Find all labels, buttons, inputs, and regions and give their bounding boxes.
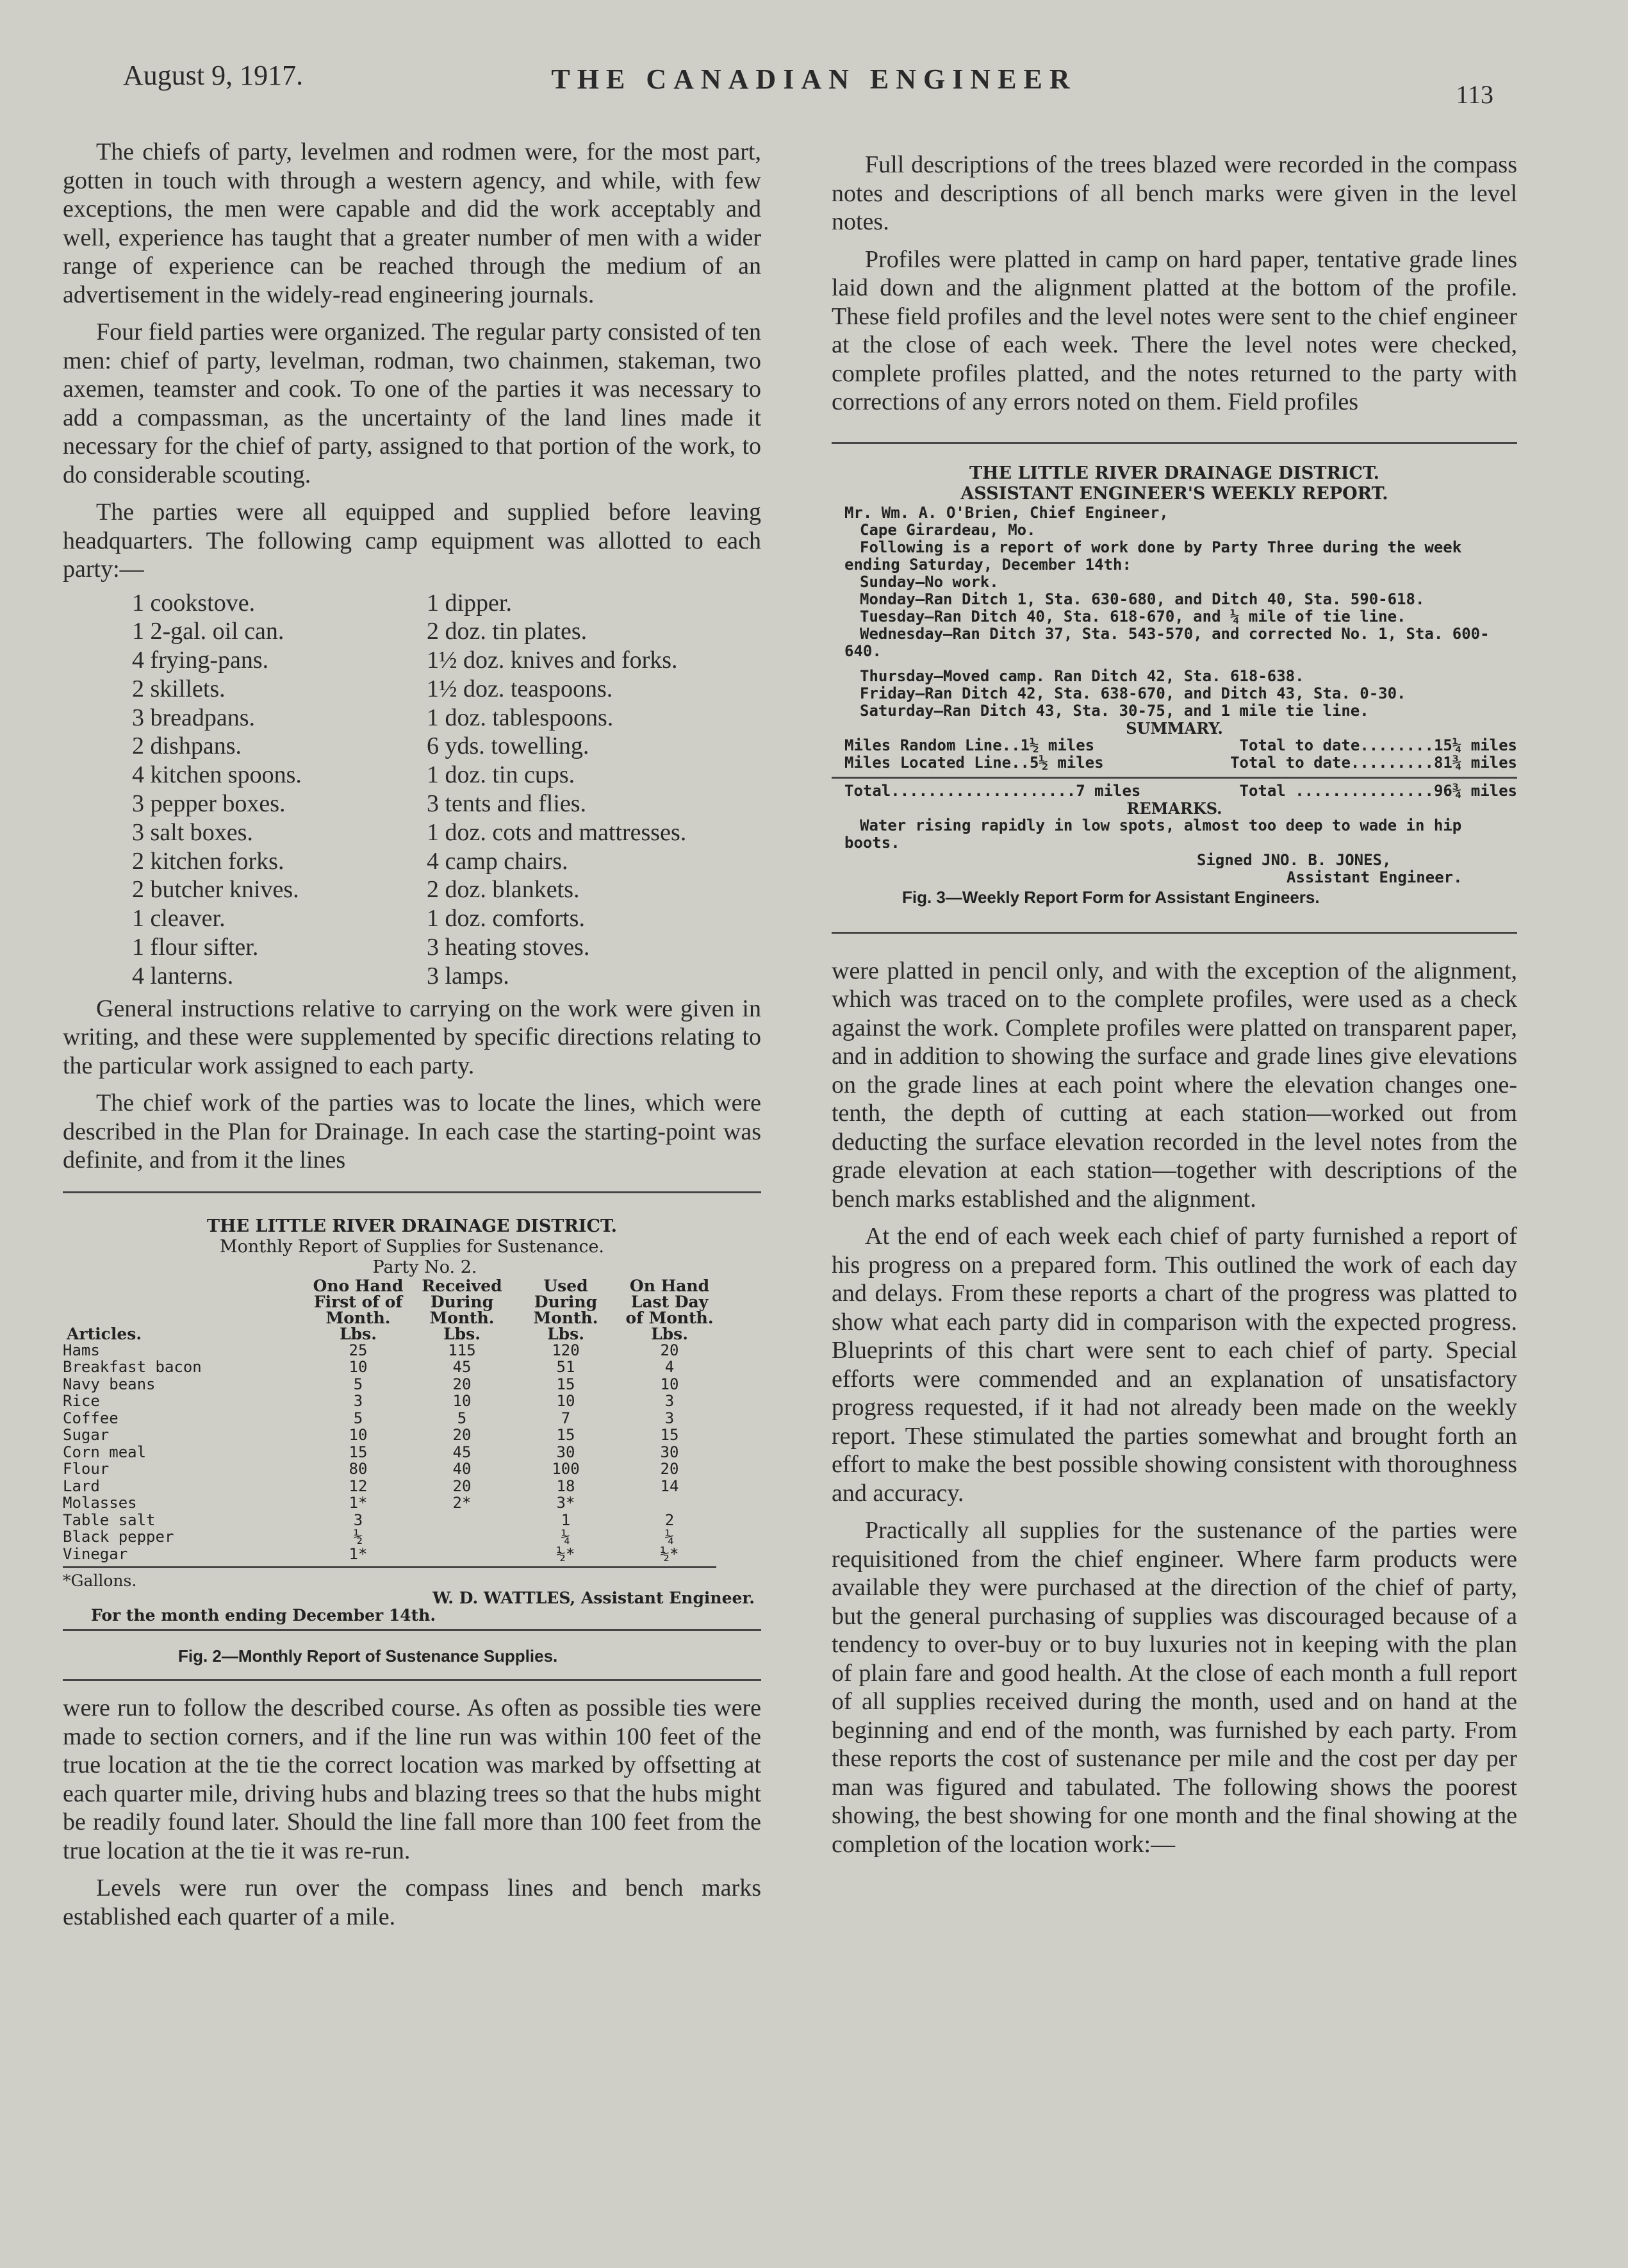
cell: 30 (660, 1443, 679, 1461)
cell: 20 (452, 1426, 472, 1444)
cell: 1* (349, 1544, 368, 1563)
figure-2 (63, 1216, 761, 1682)
table-row (63, 1512, 721, 1529)
signature: Signed JNO. B. JONES, (1197, 850, 1392, 869)
divider (63, 1679, 761, 1681)
journal-title: THE CANADIAN ENGINEER (551, 63, 1077, 95)
equipment-item: 2 dishpans. (132, 733, 242, 760)
equipment-item: 4 camp chairs. (427, 847, 568, 875)
article: Hams (63, 1341, 100, 1359)
figure-3 (832, 463, 1517, 906)
left-column (63, 138, 761, 1940)
cell (410, 1546, 514, 1563)
equipment-list (132, 589, 761, 991)
cell: 4 (664, 1358, 675, 1377)
equipment-item: 2 skillets. (132, 675, 226, 702)
divider (63, 1629, 761, 1631)
cell: 20 (452, 1477, 472, 1495)
table-row (63, 1359, 721, 1376)
cell: 15 (660, 1426, 679, 1444)
right-column (832, 151, 1517, 1867)
summary-cell: Total ...............96¾ miles (1239, 781, 1517, 800)
col-on-hand-last: On Hand Last Day of Month. Lbs. (625, 1276, 714, 1343)
cell: 20 (660, 1460, 679, 1478)
table-row (63, 1478, 721, 1495)
equipment-item: 1 doz. cots and mattresses. (427, 818, 687, 846)
summary-heading: SUMMARY. (1126, 718, 1223, 738)
summary-cell: Total to date........15¼ miles (1239, 736, 1517, 754)
cell: ¼ (664, 1528, 675, 1546)
table-row (63, 1376, 721, 1393)
equipment-item: 3 lamps. (427, 962, 509, 989)
cell: 25 (349, 1341, 368, 1359)
cell: 20 (660, 1341, 679, 1359)
table-row (63, 1546, 721, 1563)
equipment-item: 4 lanterns. (132, 962, 234, 989)
table-row (63, 1427, 721, 1444)
col-on-hand-first: Ono Hand First of of Month. Lbs. (313, 1276, 404, 1343)
equipment-item: 2 doz. blankets. (427, 876, 580, 904)
summary-cell: Total to date.........81¾ miles (1230, 753, 1517, 772)
sustenance-table (63, 1278, 721, 1563)
cell: 3 (664, 1392, 675, 1411)
day-entry: Friday—Ran Ditch 42, Sta. 638-670, and Ditch 43, Sta. 0-30. (860, 684, 1406, 702)
paragraph: Profiles were platted in camp on hard paper, tentative grade lines laid down and the alignment platted at the bottom of the profile. These field profiles and the level notes were sent to the chief engineer at the close of each week. There the level notes were checked, complete profiles platted, and the notes returned to the party with corrections of any errors noted on them. Field profiles (832, 245, 1517, 415)
article: Coffee (63, 1409, 119, 1427)
paragraph: Four field parties were organized. The regular party consisted of ten men: chief of party, levelman, rodman, two chainmen, stakeman, two axemen, teamster and cook. To one of the parties it was necessary to add a compassman, as the uncertainty of the land lines made it necessary for the chief of party, assigned to that portion of the work, to do considerable scouting. (63, 319, 761, 488)
cell: 12 (349, 1477, 368, 1495)
cell: 7 (561, 1409, 571, 1427)
addressee-city: Cape Girardeau, Mo. (860, 520, 1036, 539)
cell: 120 (552, 1341, 580, 1359)
signature: W. D. WATTLES, Assistant Engineer. (432, 1589, 755, 1608)
cell (618, 1494, 721, 1512)
cell: ½ (353, 1528, 363, 1546)
remarks-heading: REMARKS. (1126, 799, 1222, 818)
col-used: Used During Month. Lbs. (533, 1276, 598, 1343)
page-number: 113 (1456, 80, 1493, 109)
article: Flour (63, 1460, 110, 1478)
equipment-item: 1 2-gal. oil can. (132, 618, 284, 645)
cell: 51 (556, 1358, 575, 1377)
cell: 115 (448, 1341, 476, 1359)
cell: 10 (349, 1426, 368, 1444)
equipment-item: 1½ doz. knives and forks. (427, 647, 678, 674)
table-row (63, 1393, 721, 1410)
table-row (63, 1410, 721, 1427)
cell: 2 (664, 1511, 675, 1529)
cell: 5 (353, 1409, 363, 1427)
article: Breakfast bacon (63, 1358, 202, 1377)
cell: 3 (664, 1409, 675, 1427)
equipment-item: 1 doz. comforts. (427, 905, 585, 932)
equipment-item: 3 breadpans. (132, 704, 256, 731)
cell: 45 (452, 1358, 472, 1377)
table-row (63, 1461, 721, 1478)
cell (410, 1512, 514, 1529)
day-entry: Tuesday—Ran Ditch 40, Sta. 618-670, and ¼ mile of tie line. (860, 607, 1406, 625)
article: Table salt (63, 1511, 156, 1529)
summary-row (844, 754, 1517, 772)
report-intro: Following is a report of work done by Party Three during the week ending Saturday, December 14th: (844, 538, 1462, 574)
cell: 15 (349, 1443, 368, 1461)
paragraph: The parties were all equipped and supplied before leaving headquarters. The following camp equipment was allotted to each party:— (63, 499, 761, 583)
summary-cell: Total....................7 miles (844, 781, 1141, 800)
equipment-item: 1½ doz. teaspoons. (427, 675, 613, 702)
cell: 45 (452, 1443, 472, 1461)
report-period: For the month ending December 14th. (91, 1606, 436, 1625)
cell: 5 (353, 1375, 363, 1393)
equipment-item: 3 pepper boxes. (132, 790, 286, 818)
col-received: Received During Month. Lbs. (422, 1276, 502, 1343)
cell: 14 (660, 1477, 679, 1495)
signature-role: Assistant Engineer. (1287, 868, 1463, 886)
table-row (63, 1528, 721, 1546)
equipment-item: 4 frying-pans. (132, 647, 269, 674)
cell: 3 (353, 1392, 363, 1411)
day-entry: Saturday—Ran Ditch 43, Sta. 30-75, and 1 mile tie line. (860, 701, 1369, 720)
cell: ½* (556, 1544, 575, 1563)
issue-date: August 9, 1917. (123, 60, 304, 91)
paragraph: At the end of each week each chief of party furnished a report of his progress on a prepared form. This outlined the work of each day and delays. From these reports a chart of the progress was platted to show what each party did in comparison with the expected progress. Blueprints of this chart were sent to each chief of party. Special efforts were commended and an explanation of unsatisfactory progress requested, if it had not already been made on the weekly report. These stimulated the parties somewhat and brought forth an effort to make the best possible showing consistent with thoroughness and accuracy. (832, 1223, 1517, 1507)
equipment-item: 1 flour sifter. (132, 934, 259, 961)
cell: 30 (556, 1443, 575, 1461)
footnote: *Gallons. (63, 1571, 137, 1591)
cell: 15 (556, 1375, 575, 1393)
cell: 40 (452, 1460, 472, 1478)
article: Black pepper (63, 1528, 174, 1546)
article: Vinegar (63, 1544, 128, 1563)
table-row (63, 1444, 721, 1461)
article: Corn meal (63, 1443, 147, 1461)
addressee: Mr. Wm. A. O'Brien, Chief Engineer, (844, 503, 1169, 522)
figure-subtitle: Monthly Report of Supplies for Sustenance. (219, 1236, 605, 1257)
cell: 5 (457, 1409, 467, 1427)
divider (63, 1191, 761, 1193)
article: Molasses (63, 1494, 137, 1512)
cell: 10 (452, 1392, 472, 1411)
equipment-item: 3 salt boxes. (132, 818, 253, 846)
article: Sugar (63, 1426, 110, 1444)
figure-subtitle: ASSISTANT ENGINEER'S WEEKLY REPORT. (960, 483, 1388, 504)
paragraph: Levels were run over the compass lines and bench marks established each quarter of a mile. (63, 1875, 761, 1930)
cell (410, 1528, 514, 1546)
equipment-item: 1 doz. tin cups. (427, 761, 575, 789)
cell: 2* (452, 1494, 472, 1512)
cell: ¼ (561, 1528, 571, 1546)
figure-title: THE LITTLE RIVER DRAINAGE DISTRICT. (969, 463, 1380, 483)
paragraph: Full descriptions of the trees blazed were recorded in the compass notes and descriptions of all bench marks were given in the level notes. (832, 151, 1517, 235)
table-rule (63, 1566, 716, 1568)
figure-title: THE LITTLE RIVER DRAINAGE DISTRICT. (206, 1216, 618, 1236)
summary-row (844, 737, 1517, 754)
cell: 1 (561, 1511, 571, 1529)
col-articles: Articles. (67, 1324, 142, 1343)
cell: 10 (349, 1358, 368, 1377)
divider (832, 932, 1517, 934)
table-row (63, 1342, 721, 1359)
cell: 1* (349, 1494, 368, 1512)
article: Navy beans (63, 1375, 156, 1393)
summary-row (844, 782, 1517, 800)
day-entry: Wednesday—Ran Ditch 37, Sta. 543-570, and corrected No. 1, Sta. 600-640. (844, 624, 1490, 660)
equipment-item: 3 tents and flies. (427, 790, 587, 818)
day-entry: Monday—Ran Ditch 1, Sta. 630-680, and Ditch 40, Sta. 590-618. (860, 590, 1425, 608)
paragraph: The chief work of the parties was to locate the lines, which were described in the Plan for Drainage. In each case the starting-point was definite, and from it the lines (63, 1089, 761, 1174)
equipment-item: 2 doz. tin plates. (427, 618, 588, 645)
figure-caption: Fig. 3—Weekly Report Form for Assistant Engineers. (902, 887, 1320, 907)
equipment-item: 2 butcher knives. (132, 876, 299, 904)
cell: 18 (556, 1477, 575, 1495)
cell: 20 (452, 1375, 472, 1393)
summary-cell: Miles Located Line..5½ miles (844, 753, 1104, 772)
equipment-item: 6 yds. towelling. (427, 733, 589, 760)
divider (832, 442, 1517, 444)
cell: 100 (552, 1460, 580, 1478)
equipment-item: 4 kitchen spoons. (132, 761, 302, 789)
equipment-item: 2 kitchen forks. (132, 847, 284, 875)
paragraph: Practically all supplies for the sustenance of the parties were requisitioned from the chief engineer. Where farm products were available they were purchased at the direction of the chief of party, but the general purchasing of supplies was discouraged because of a tendency to over-buy or to buy luxuries not in keeping with the plan of plain fare and good health. At the close of each month a full report of all supplies received during the month, used and on hand at the beginning and end of the month, was furnished by each party. From these reports the cost of sustenance per mile and the cost per day per man was figured and tabulated. The following shows the poorest showing, the best showing for one month and the final showing at the completion of the location work:— (832, 1517, 1517, 1858)
paragraph: The chiefs of party, levelmen and rodmen were, for the most part, gotten in touch with through a western agency, and while, with few exceptions, the men were capable and did the work acceptably and well, experience has taught that a greater number of men with a wider range of experience can be reached through the medium of an advertisement in the widely-read engineering journals. (63, 138, 761, 308)
table-header-row (63, 1278, 721, 1342)
equipment-item: 1 doz. tablespoons. (427, 704, 614, 731)
article: Lard (63, 1477, 100, 1495)
table-row (63, 1494, 721, 1512)
cell: 3* (556, 1494, 575, 1512)
running-header (0, 59, 1628, 109)
cell: ½* (660, 1544, 679, 1563)
paragraph: General instructions relative to carrying on the work were given in writing, and these were supplemented by specific directions relating to the particular work assigned to each party. (63, 995, 761, 1079)
day-entry: Sunday—No work. (860, 572, 999, 591)
figure-caption: Fig. 2—Monthly Report of Sustenance Supplies. (178, 1646, 558, 1666)
cell: 15 (556, 1426, 575, 1444)
equipment-item: 3 heating stoves. (427, 934, 590, 961)
equipment-item: 1 cleaver. (132, 905, 226, 932)
paragraph: were platted in pencil only, and with the exception of the alignment, which was traced on to the complete profiles, were used as a check against the work. Complete profiles were platted on transparent paper, and in addition to showing the surface and grade lines give elevations on the grade lines at each point where the elevation changes one-tenth, the depth of cutting at each station—worked out from deducting the surface elevation recorded in the level notes from the grade elevation at each station—together with descriptions of the bench marks established and the alignment. (832, 957, 1517, 1213)
cell: 3 (353, 1511, 363, 1529)
equipment-item: 1 cookstove. (132, 589, 256, 617)
paragraph: were run to follow the described course. As often as possible ties were made to section corners, and if the line run was within 100 feet of the true location at the tie the correct location was marked by offsetting at each quarter mile, driving hubs and blazing trees so that the hubs might be readily found later. Should the line fall more than 100 feet from the true location at the tie it was re-run. (63, 1694, 761, 1864)
summary-rule (832, 777, 1517, 779)
cell: 10 (660, 1375, 679, 1393)
cell: 10 (556, 1392, 575, 1411)
summary-cell: Miles Random Line..1½ miles (844, 736, 1095, 754)
article: Rice (63, 1392, 100, 1411)
remarks-text: Water rising rapidly in low spots, almost too deep to wade in hip boots. (844, 816, 1462, 852)
day-entry: Thursday—Moved camp. Ran Ditch 42, Sta. 618-638. (860, 666, 1304, 685)
cell: 80 (349, 1460, 368, 1478)
party-label: Party No. 2. (372, 1257, 477, 1277)
equipment-item: 1 dipper. (427, 589, 512, 617)
